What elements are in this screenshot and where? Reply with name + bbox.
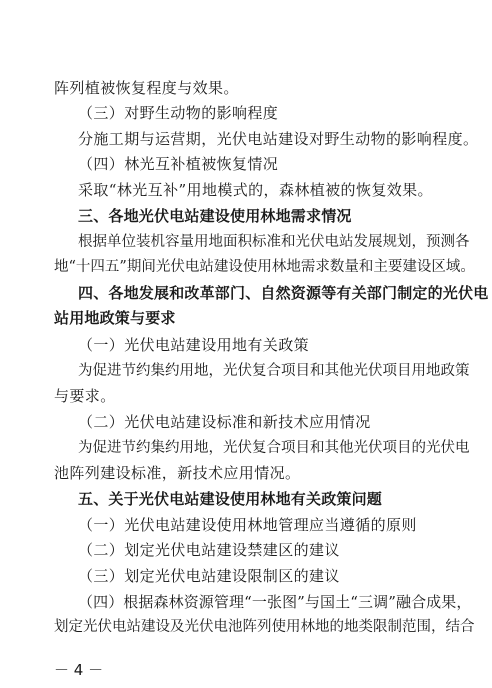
body-text-line: 阵列植被恢复程度与效果。: [54, 79, 239, 97]
body-text-line: 为促进节约集约用地，光伏复合项目和其他光伏项目用地政策: [78, 363, 470, 379]
section-heading: 四、各地发展和改革部门、自然资源等有关部门制定的光伏电: [78, 284, 489, 302]
body-text-line: 根据单位装机容量用地面积标准和光伏电站发展规划，预测各: [78, 234, 470, 250]
section-heading: 三、各地光伏电站建设使用林地需求情况: [78, 207, 352, 225]
subsection-heading: （二）光伏电站建设标准和新技术应用情况: [78, 413, 371, 431]
body-text-line: 划定光伏电站建设及光伏电池阵列使用林地的地类限制范围，结合: [54, 619, 475, 635]
subsection-heading: （三）对野生动物的影响程度: [78, 104, 279, 122]
subsection-heading: （一）光伏电站建设用地有关政策: [78, 336, 310, 354]
subsection-heading: （四）根据森林资源管理“一张图”与国土“三调”融合成果，: [78, 593, 472, 611]
subsection-heading: （二）划定光伏电站建设禁建区的建议: [78, 541, 340, 559]
section-heading: 五、关于光伏电站建设使用林地有关政策问题: [78, 490, 383, 508]
body-text-line: 分施工期与运营期，光伏电站建设对野生动物的影响程度。: [78, 130, 479, 148]
page-number: － 4 －: [54, 661, 104, 679]
body-text-line: 与要求。: [54, 387, 116, 405]
body-text-line: 池阵列建设标准，新技术应用情况。: [54, 464, 301, 482]
subsection-heading: （一）光伏电站建设使用林地管理应当遵循的原则: [78, 516, 417, 534]
subsection-heading: （四）林光互补植被恢复情况: [78, 155, 279, 173]
body-text-line: 地“十四五”期间光伏电站建设使用林地需求数量和主要建设区域。: [54, 259, 475, 275]
subsection-heading: （三）划定光伏电站建设限制区的建议: [78, 567, 340, 585]
body-text-line: 为促进节约集约用地，光伏复合项目和其他光伏项目的光伏电: [78, 440, 470, 456]
section-heading-continued: 站用地政策与要求: [54, 309, 176, 327]
body-text-line: 采取“林光互补”用地模式的，森林植被的恢复效果。: [78, 181, 433, 199]
